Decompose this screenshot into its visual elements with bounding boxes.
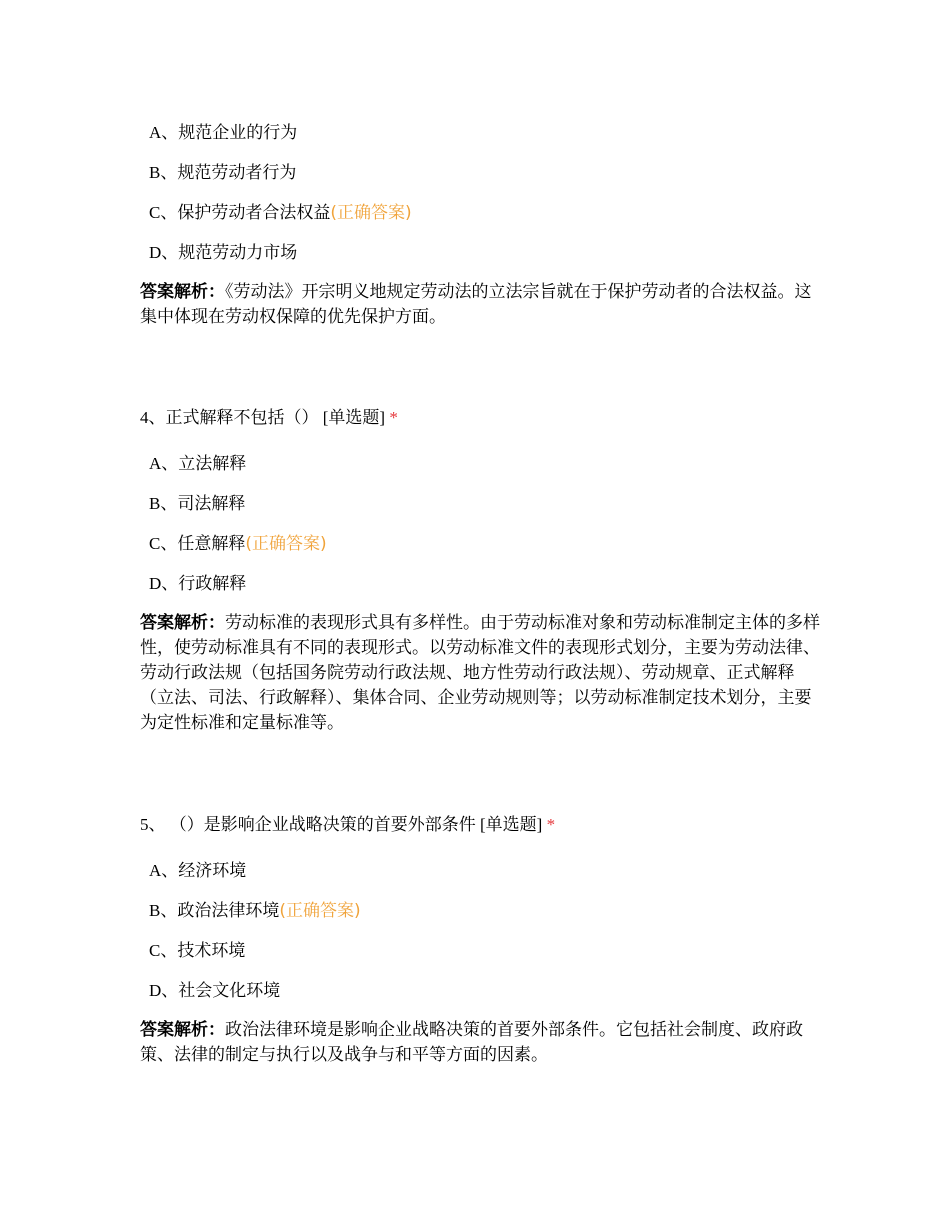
option-text: 技术环境 (177, 941, 246, 961)
analysis-label: 答案解析： (140, 613, 225, 633)
option-text: 行政解释 (178, 574, 247, 594)
analysis-label: 答案解析： (140, 1020, 225, 1040)
option-text: 社会文化环境 (178, 981, 281, 1001)
option-letter: A、 (149, 861, 179, 880)
option-a[interactable] (140, 859, 820, 899)
option-letter: D、 (149, 981, 179, 1000)
required-star: * (546, 815, 556, 834)
option-d[interactable] (140, 241, 820, 281)
option-letter: B、 (149, 494, 178, 513)
option-text: 规范劳动力市场 (178, 243, 298, 263)
option-c[interactable] (140, 201, 820, 241)
option-letter: D、 (149, 574, 179, 593)
question-text: （）是影响企业战略决策的首要外部条件 (169, 815, 476, 835)
question-5 (140, 813, 820, 1068)
question-type: [单选题] (480, 815, 543, 834)
answer-analysis (140, 611, 820, 736)
correct-answer-tag: (正确答案) (279, 901, 361, 921)
option-b[interactable] (140, 161, 820, 201)
option-text: 立法解释 (178, 454, 247, 474)
option-text: 政治法律环境 (177, 901, 280, 921)
option-text: 保护劳动者合法权益 (177, 203, 331, 223)
option-text: 规范劳动者行为 (177, 163, 297, 183)
question-number: 4、 (140, 408, 166, 427)
question-3 (140, 121, 820, 330)
question-4 (140, 406, 820, 736)
question-text: 正式解释不包括（） (165, 408, 319, 428)
answer-analysis (140, 1018, 820, 1068)
option-text: 经济环境 (178, 861, 247, 881)
option-b[interactable] (140, 492, 820, 532)
option-c[interactable] (140, 939, 820, 979)
correct-answer-tag: (正确答案) (330, 203, 412, 223)
analysis-label: 答案解析： (140, 282, 225, 302)
option-letter: A、 (149, 123, 179, 142)
option-d[interactable] (140, 979, 820, 1019)
option-d[interactable] (140, 572, 820, 612)
option-text: 任意解释 (177, 534, 246, 554)
option-letter: A、 (149, 454, 179, 473)
question-title (140, 813, 820, 837)
option-a[interactable] (140, 121, 820, 161)
analysis-text: 政治法律环境是影响企业战略决策的首要外部条件。它包括社会制度、政府政策、法律的制定与执行以及战争与和平等方面的因素。 (140, 1020, 803, 1065)
option-text: 规范企业的行为 (178, 123, 298, 143)
option-b[interactable] (140, 899, 820, 939)
option-letter: C、 (149, 203, 178, 222)
analysis-text: 劳动标准的表现形式具有多样性。由于劳动标准对象和劳动标准制定主体的多样性，使劳动标准具有不同的表现形式。以劳动标准文件的表现形式划分，主要为劳动法律、劳动行政法规（包括国务院劳动行政法规、地方性劳动行政法规）、劳动规章、正式解释（立法、司法、行政解释）、集体合同、企业劳动规则等；以劳动标准制定技术划分，主要为定性标准和定量标准等。 (140, 613, 820, 733)
correct-answer-tag: (正确答案) (245, 534, 327, 554)
option-letter: D、 (149, 243, 179, 262)
option-letter: C、 (149, 534, 178, 553)
option-letter: B、 (149, 901, 178, 920)
analysis-text: 《劳动法》开宗明义地规定劳动法的立法宗旨就在于保护劳动者的合法权益。这集中体现在劳动权保障的优先保护方面。 (140, 282, 812, 327)
answer-analysis (140, 280, 820, 330)
question-title (140, 406, 820, 430)
option-c[interactable] (140, 532, 820, 572)
required-star: * (389, 408, 398, 427)
question-type: [单选题] (322, 408, 386, 427)
option-letter: B、 (149, 163, 178, 182)
question-number: 5、 (140, 815, 166, 834)
option-letter: C、 (149, 941, 178, 960)
option-text: 司法解释 (177, 494, 246, 514)
option-a[interactable] (140, 452, 820, 492)
